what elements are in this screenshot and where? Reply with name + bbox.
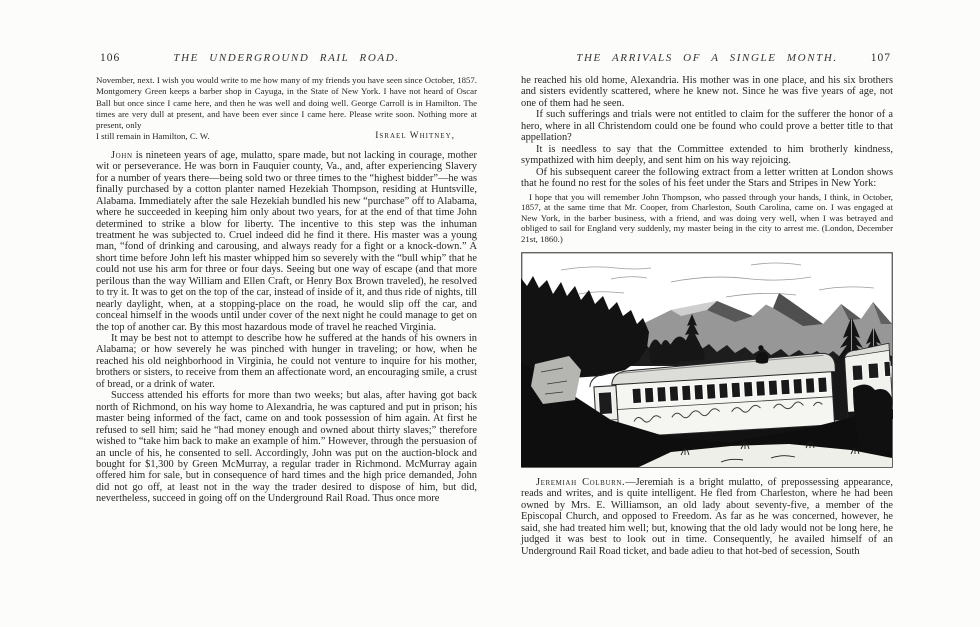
paragraph-colburn-lead: Jeremiah Colburn. [536,477,626,489]
train-engraving-figure [521,252,893,468]
paragraph-john [96,150,477,333]
paragraph-homecoming: he reached his old home, Alexandria. His mother was in one place, and his six brothers and sisters evidently scattered, where he knew not. Since he was five years of age, not one of them had he seen. [521,75,893,109]
paragraph-committee: It is needless to say that the Committee extended to him brotherly kindness, sympathized with him deeply, and sent him on his way rejoicing. [521,143,893,167]
paragraph-suffering: It may be best not to attempt to describe how he suffered at the hands of his owners in Alabama; or how severely he was pinched with hunger in traveling; or how, when he reached his old neighborhood in Virginia, he could not venture to inquire for his mother, brothers or sisters, to receive from them an affectionate word, an encouraging smile, a crust of bread, or a drink of water. [96,333,477,390]
paragraph-colburn [521,477,893,557]
right-running-title: THE ARRIVALS OF A SINGLE MONTH. [576,52,838,64]
rock-outcrop [531,356,581,404]
paragraph-career: Of his subsequent career the following extract from a letter written at London shows that he found no rest for the soles of his feet under the Stars and Stripes in New York: [521,166,893,190]
train-engraving-illustration [521,252,893,468]
letter-extract: I hope that you will remember John Thompson, who passed through your hands, I think, in October, 1857, at the same time that Mr. Cooper, from Charleston, South Carolina, came on. I was engaged at New York, in the barber business, with a friend, and was doing very well, when I was betrayed and obliged to sail for England very suddenly, my master being in the city to arrest me. (London, December 21st, 1860.) [521,191,893,244]
paragraph-hero: If such sufferings and trials were not entitled to claim for the sufferer the honor of a hero, where in all Christendom could one be found who could prove a better title to that appellation? [521,109,893,144]
letter-signature: Israel Whitney, [375,131,455,142]
letter-signature-row [96,131,477,142]
right-page-number: 107 [870,52,891,64]
right-page [521,52,893,557]
left-page-number: 106 [100,52,121,64]
letter-continuation-text: November, next. I wish you would write to me how many of my friends you have seen since October, 1857. Montgomery Green keeps a barber shop in Cayuga, in the State of New York. I have not heard of Oscar Ball but once since I came here, and then he was well and doing well. George Carroll is in Hamilton. The times are very dull at present, and have been ever since I came here. Please write soon. Nothing more at present, only [96,75,477,131]
paragraph-colburn-text: —Jeremiah is a bright mulatto, of prepossessing appearance, reads and writes, and is quite intelligent. He fled from Charleston, where he had been owned by Mrs. E. Williamson, an old lady about seventy-five, a member of the Episcopal Church, and opposed to Freedom. As far as he was concerned, however, he said, she had treated him well; but, knowing that the old lady would not be long here, he judged it was best to look out in time. Consequently, he availed himself of an Underground Rail Road ticket, and bade adieu to that hot-bed of secession, South [521,477,893,557]
right-running-head [521,52,893,67]
letter-continuation-block [96,75,477,143]
left-page [96,52,477,505]
paragraph-john-text: is nineteen years of age, mulatto, spare made, but not lacking in courage, mother wit or perseverance. He was born in Fauquier county, Va., and, after experiencing Slavery for a number of years there—being sold two or three times to the “highest bidder”—he was finally purchased by a cotton planter named Hezekiah Thompson, residing at Huntsville, Alabama. Immediately after the sale Hezekiah bundled his new “purchase” off to Alabama, where he succeeded in keeping him only about two years, for at the end of that time John determined to strike a blow for liberty. The incentive to this step was the inhuman treatment he was subjected to. Cruel indeed did he find it there. His master was a young man, “fond of drinking and carousing, and always ready for a fight or a knock-down.” A short time before John left his master whipped him so severely with the “bull whip” that he could not use his arm for three or four days. Seeing but one way of escape (and that more perilous than the way William and Ellen Craft, or Henry Box Brown traveled), he resolved to try it. It was to get on the top of the car, instead of inside of it, and thus ride of nights, till nearly daylight, when, at a stopping-place on the road, he would slip off the car, and conceal himself in the woods until under cover of the next night he could manage to get on the top of another car. By this most hazardous mode of travel he reached Virginia. [96,149,477,333]
paragraph-capture: Success attended his efforts for more than two weeks; but alas, after having got back north of Richmond, on his way home to Alexandria, he was captured and put in prison; his master being informed of the fact, came on and took possession of him again. At first he refused to sell him; said he “had money enough and owned about thirty slaves;” therefore wished to “take him back to make an example of him.” However, through the persuasion of an uncle of his, he consented to sell. Accordingly, John was put on the auction-block and bought for $1,300 by Green McMurray, a regular trader in Richmond. McMurray again offered him for sale, but in consequence of hard times and the high price demanded, John did not go off, at least not in the way the trader desired to dispose of him, but did, nevertheless, succeed in going off on the Underground Rail Road. Thus once more [96,390,477,505]
left-running-title: THE UNDERGROUND RAIL ROAD. [173,52,400,64]
letter-closing: I still remain in Hamilton, C. W. [96,131,210,142]
left-running-head [96,52,477,67]
paragraph-john-lead: John [111,149,133,161]
